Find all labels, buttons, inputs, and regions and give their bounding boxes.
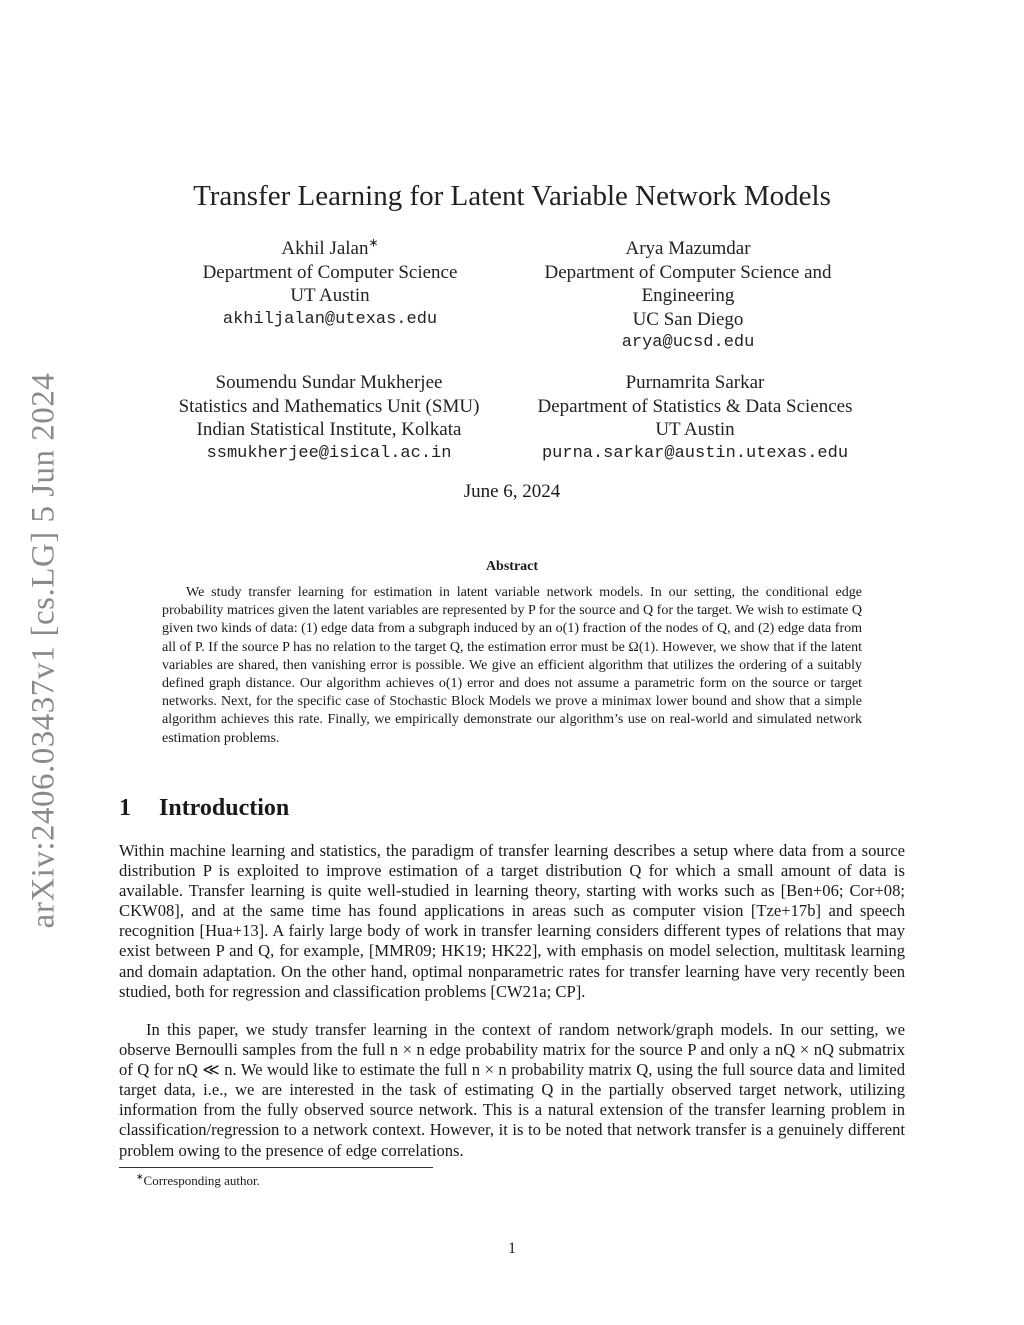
footnote-text: Corresponding author. <box>143 1173 260 1188</box>
author-email[interactable]: ssmukherjee@isical.ac.in <box>206 443 452 463</box>
footnote-divider <box>119 1167 433 1168</box>
author-block <box>139 371 519 465</box>
footnote <box>136 1173 260 1189</box>
author-footnote-marker: ∗ <box>368 235 379 250</box>
author-affiliation: UT Austin <box>290 285 370 306</box>
author-affiliation: Engineering <box>641 285 735 306</box>
author-affiliation: Department of Computer Science and <box>544 261 832 283</box>
section-title: Introduction <box>159 795 290 821</box>
author-block <box>500 237 876 355</box>
paper-title: Transfer Learning for Latent Variable Network Models <box>193 180 831 212</box>
body-paragraph: In this paper, we study transfer learning in the context of random network/graph models. In our setting, we observe Bernoulli samples from the full n × n edge probability matrix for the source P and only a nQ × nQ submatrix of Q for nQ ≪ n. We would like to estimate the full n × n probability matrix Q, using the full source data and limited target data, i.e., we are interested in the task of estimating Q in the partially observed target network, utilizing information from the fully observed source network. This is a natural extension of the transfer learning problem in classification/regression to a network context. However, it is to be noted that network transfer is a genuinely different problem owing to the presence of edge correlations. <box>119 1020 905 1160</box>
body-paragraph: Within machine learning and statistics, the paradigm of transfer learning describes a setup where data from a source distribution P is exploited to improve estimation of a target distribution Q for which a small amount of data is available. Transfer learning is quite well-studied in learning theory, starting with works such as [Ben+06; Cor+08; CKW08], and at the same time has found applications in areas such as computer vision [Tze+17b] and speech recognition [Hua+13]. A fairly large body of work in transfer learning considers different types of relations that may exist between P and Q, for example, [MMR09; HK19; HK22], with emphasis on model selection, multitask learning and domain adaptation. On the other hand, optimal nonparametric rates for transfer learning have very recently been studied, both for regression and classification problems [CW21a; CP]. <box>119 841 905 1001</box>
author-email[interactable]: akhiljalan@utexas.edu <box>222 309 438 329</box>
author-email[interactable]: arya@ucsd.edu <box>621 333 755 352</box>
section-number: 1 <box>119 795 131 821</box>
abstract-text: We study transfer learning for estimation in latent variable network models. In our setting, the conditional edge probability matrices given the latent variables are represented by P for the source and Q for the target. We wish to estimate Q given two kinds of data: (1) edge data from a subgraph induced by an o(1) fraction of the nodes of Q, and (2) edge data from all of P. If the source P has no relation to the target Q, the estimation error must be Ω(1). However, we show that if the latent variables are shared, then vanishing error is possible. We give an efficient algorithm that utilizes the ordering of a suitably defined graph distance. Our algorithm achieves o(1) error and does not assume a parametric form on the source or target networks. Next, for the specific case of Stochastic Block Models we prove a minimax lower bound and show that a simple algorithm achieves this rate. Finally, we empirically demonstrate our algorithm’s use on real-world and simulated network estimation problems. <box>162 585 862 746</box>
section-heading <box>119 795 289 822</box>
author-name: Soumendu Sundar Mukherjee <box>215 372 443 393</box>
page-number: 1 <box>508 1240 516 1257</box>
author-name: Arya Mazumdar <box>625 238 751 259</box>
author-affiliation: UT Austin <box>655 419 735 440</box>
author-affiliation: Statistics and Mathematics Unit (SMU) <box>178 395 480 417</box>
footnote-marker: ∗ <box>136 1171 144 1182</box>
author-block <box>150 237 510 331</box>
author-affiliation: UC San Diego <box>632 308 744 330</box>
author-email[interactable]: purna.sarkar@austin.utexas.edu <box>541 443 849 463</box>
author-block <box>505 371 885 465</box>
author-affiliation: Department of Statistics & Data Sciences <box>537 395 853 417</box>
abstract-heading: Abstract <box>485 559 539 574</box>
author-name: Purnamrita Sarkar <box>625 372 765 393</box>
author-name: Akhil Jalan∗ <box>281 235 379 259</box>
author-affiliation: Department of Computer Science <box>202 261 458 283</box>
arxiv-id: arXiv:2406.03437v1 [cs.LG] 5 Jun 2024 <box>25 372 62 929</box>
publication-date: June 6, 2024 <box>463 481 561 502</box>
author-affiliation: Indian Statistical Institute, Kolkata <box>196 419 462 440</box>
